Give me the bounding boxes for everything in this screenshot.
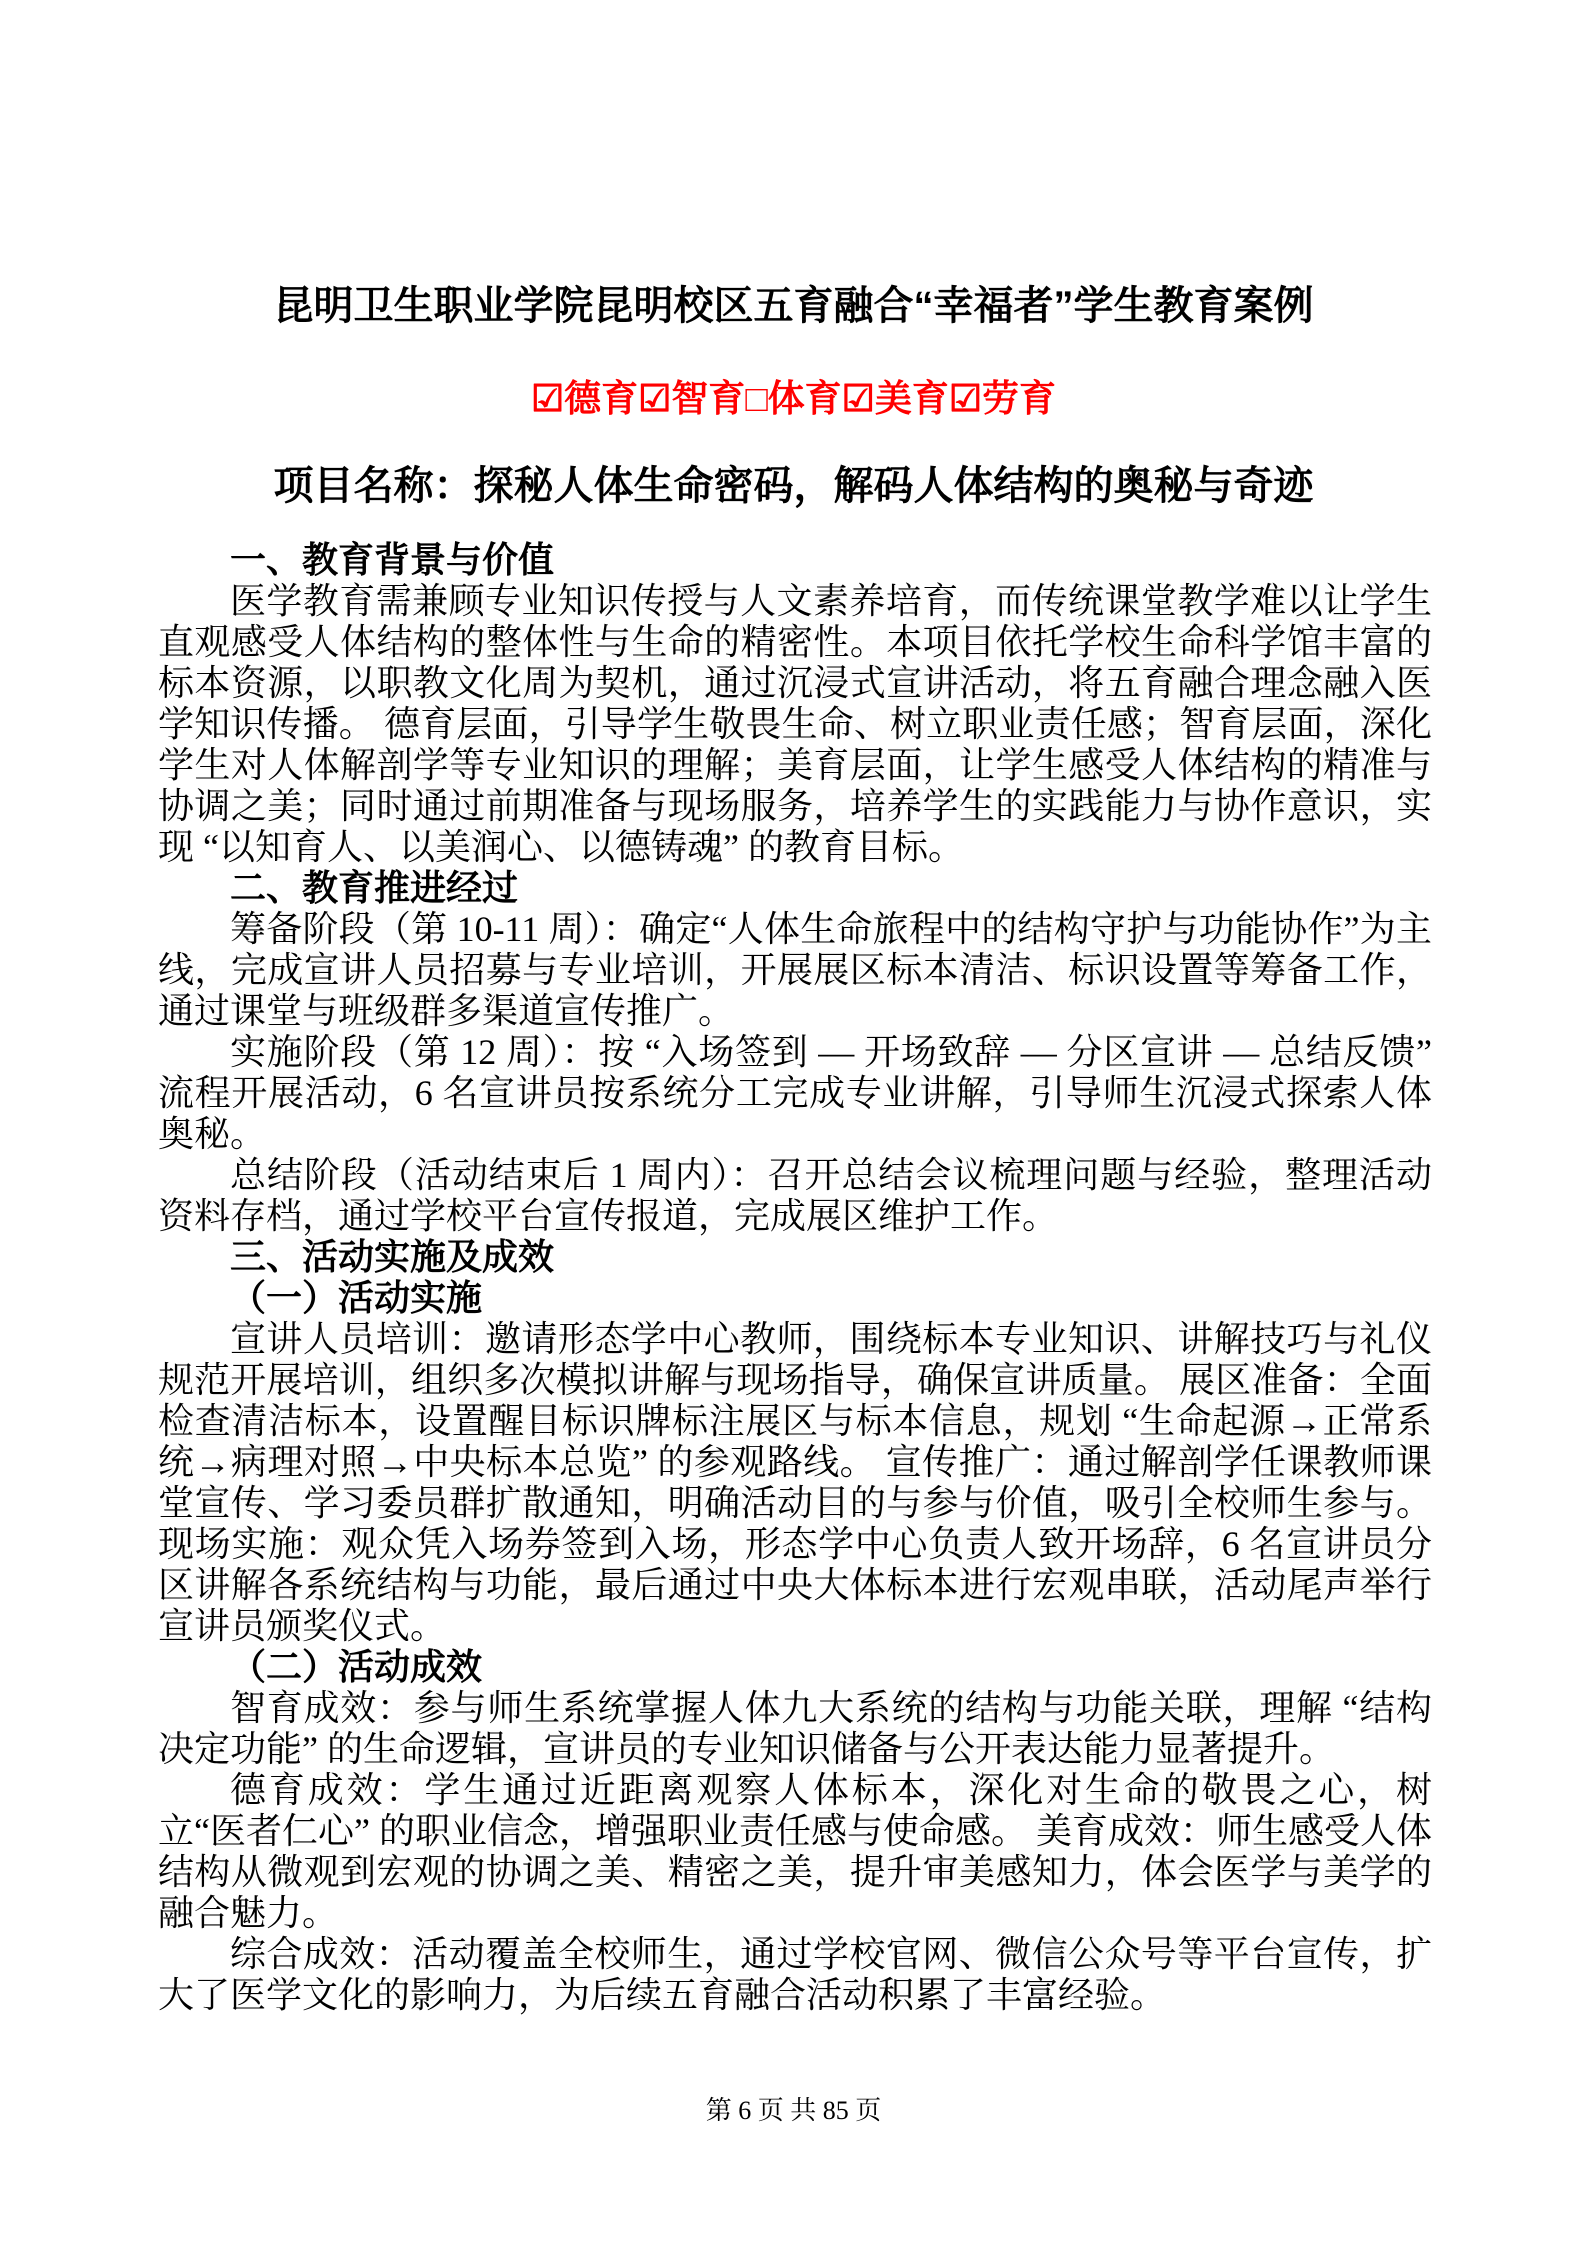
paragraph: 智育成效：参与师生系统掌握人体九大系统的结构与功能关联，理解 “结构决定功能” 的生命逻辑，宣讲员的专业知识储备与公开表达能力显著提升。 <box>158 1688 1432 1769</box>
checkbox-checked-icon: ☑ <box>638 378 672 419</box>
page-number-text: 第 6 页 共 85 页 <box>705 2096 882 2125</box>
section-heading-2: 二、教育推进经过 <box>230 868 519 908</box>
paragraph: 筹备阶段（第 10-11 周）：确定“人体生命旅程中的结构守护与功能协作”为主线，完成宣讲人员招募与专业培训，开展展区标本清洁、标识设置等筹备工作，通过课堂与班级群多渠道宣传推广。 <box>158 909 1432 1031</box>
checkbox-item-intellectual <box>638 378 745 419</box>
checkbox-item-moral <box>531 378 638 419</box>
document-body <box>158 540 1432 2016</box>
project-title: 项目名称：探秘人体生命密码，解码人体结构的奥秘与奇迹 <box>273 464 1314 508</box>
five-education-checkbox-line <box>0 377 1587 421</box>
paragraph: 总结阶段（活动结束后 1 周内）：召开总结会议梳理问题与经验，整理活动资料存档，通过学校平台宣传报道，完成展区维护工作。 <box>158 1155 1432 1236</box>
checkbox-label: 智育 <box>671 378 746 419</box>
checkbox-item-aesthetic <box>842 378 949 419</box>
paragraph: 宣讲人员培训：邀请形态学中心教师，围绕标本专业知识、讲解技巧与礼仪规范开展培训，组织多次模拟讲解与现场指导，确保宣讲质量。 展区准备：全面检查清洁标本，设置醒目标识牌标注展区与标本信息，规划 “生命起源→正常系统→病理对照→中央标本总览” 的参观路线。 宣传推广：通过解剖学任课教师课堂宣传、学习委员群扩散通知，明确活动目的与参与价值，吸引全校师生参与。 现场实施：观众凭入场券签到入场，形态学中心负责人致开场辞，6 名宣讲员分区讲解各系统结构与功能，最后通过中央大体标本进行宏观串联，活动尾声举行宣讲员颁奖仪式。 <box>158 1319 1432 1646</box>
subsection-heading-2: （二）活动成效 <box>230 1647 483 1687</box>
section-heading-1: 一、教育背景与价值 <box>230 540 555 580</box>
paragraph: 德育成效：学生通过近距离观察人体标本，深化对生命的敬畏之心，树立“医者仁心” 的职业信念，增强职业责任感与使命感。 美育成效：师生感受人体结构从微观到宏观的协调之美、精密之美，提升审美感知力，体会医学与美学的融合魅力。 <box>158 1770 1432 1933</box>
checkbox-label: 体育 <box>767 378 842 419</box>
paragraph: 医学教育需兼顾专业知识传授与人文素养培育，而传统课堂教学难以让学生直观感受人体结构的整体性与生命的精密性。本项目依托学校生命科学馆丰富的标本资源，以职教文化周为契机，通过沉浸式宣讲活动，将五育融合理念融入医学知识传播。 德育层面，引导学生敬畏生命、树立职业责任感；智育层面，深化学生对人体解剖学等专业知识的理解；美育层面，让学生感受人体结构的精准与协调之美；同时通过前期准备与现场服务，培养学生的实践能力与协作意识，实现 “以知育人、以美润心、以德铸魂” 的教育目标。 <box>158 581 1432 867</box>
page-footer <box>0 2096 1587 2126</box>
checkbox-checked-icon: ☑ <box>948 378 983 419</box>
checkbox-label: 劳育 <box>982 378 1057 419</box>
section-heading-3: 三、活动实施及成效 <box>230 1237 555 1277</box>
checkbox-unchecked-icon: □ <box>745 378 768 419</box>
checkbox-item-physical <box>745 378 841 419</box>
paragraph: 综合成效：活动覆盖全校师生，通过学校官网、微信公众号等平台宣传，扩大了医学文化的影响力，为后续五育融合活动积累了丰富经验。 <box>158 1934 1432 2015</box>
checkbox-label: 美育 <box>874 378 949 419</box>
document-title: 昆明卫生职业学院昆明校区五育融合“幸福者”学生教育案例 <box>273 284 1314 328</box>
paragraph: 实施阶段（第 12 周）：按 “入场签到 — 开场致辞 — 分区宣讲 — 总结反馈” 流程开展活动，6 名宣讲员按系统分工完成专业讲解，引导师生沉浸式探索人体奥秘。 <box>158 1032 1432 1154</box>
checkbox-label: 德育 <box>564 378 639 419</box>
checkbox-checked-icon: ☑ <box>530 378 565 419</box>
checkbox-item-labor <box>949 378 1056 419</box>
checkbox-checked-icon: ☑ <box>841 378 875 419</box>
subsection-heading-1: （一）活动实施 <box>230 1278 483 1318</box>
